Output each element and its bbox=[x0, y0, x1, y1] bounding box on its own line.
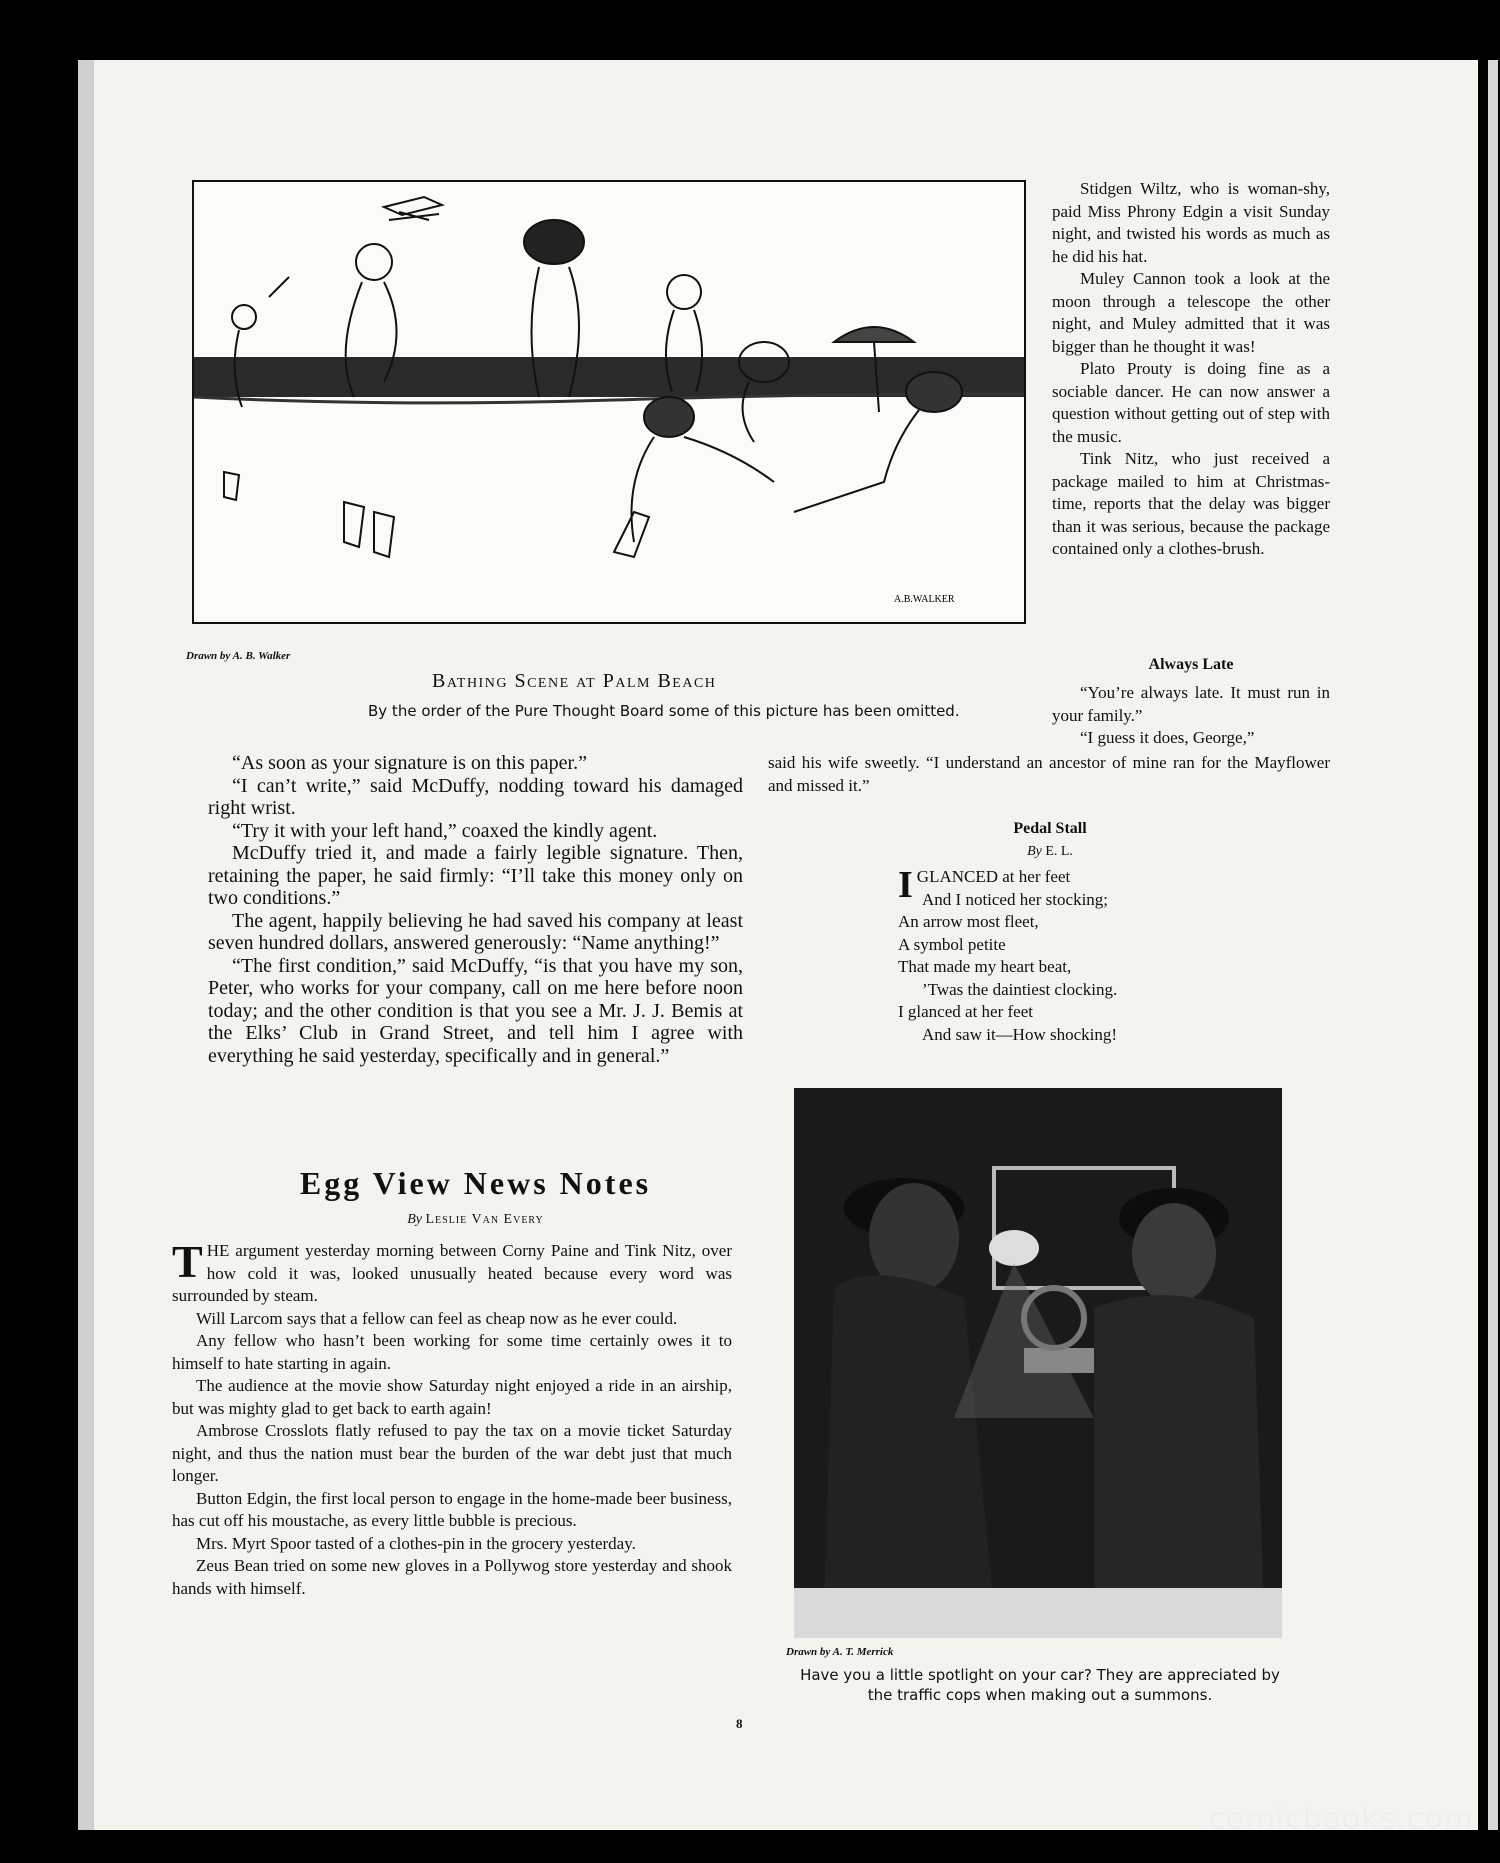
story-paragraph: The agent, happily believing he had saved his company at least seven hundred dollars, answered generously: “Name anything!” bbox=[208, 909, 743, 954]
always-late-p2: “I guess it does, George,” bbox=[1080, 728, 1255, 747]
news-item: Button Edgin, the first local person to engage in the home-made beer business, has cut off his moustache, as every little bubble is precious. bbox=[172, 1488, 732, 1530]
poem-line: GLANCED at her feet bbox=[916, 867, 1071, 886]
artist-signature: A.B.WALKER bbox=[894, 594, 955, 605]
poem-line: And saw it—How shocking! bbox=[922, 1024, 1118, 1044]
news-first-text: HE argument yesterday morning between Corny Paine and Tink Nitz, over how cold it was, looked unusually heated because every word was surrounded by steam. bbox=[172, 1241, 732, 1305]
spotlight-photo bbox=[794, 1088, 1282, 1638]
photo-drawing bbox=[794, 1088, 1282, 1638]
illustration-note: By the order of the Pure Thought Board some of this picture has been omitted. bbox=[368, 702, 960, 720]
story-paragraph: “I can’t write,” said McDuffy, nodding toward his damaged right wrist. bbox=[208, 774, 743, 819]
poem-line: And I noticed her stocking; bbox=[922, 889, 1109, 909]
news-first-item bbox=[172, 1236, 732, 1308]
poem-author: E. L. bbox=[1045, 844, 1073, 859]
bathing-scene-illustration bbox=[192, 180, 1026, 624]
news-item: Any fellow who hasn’t been working for some time certainly owes it to himself to hate starting in again. bbox=[172, 1331, 732, 1373]
always-late-continued bbox=[768, 752, 1330, 797]
right-column-notes bbox=[1052, 178, 1330, 561]
note-paragraph: Muley Cannon took a look at the moon through a telescope the other night, and Muley admitted that it was bigger than he thought it was! bbox=[1052, 269, 1330, 356]
note-paragraph: Tink Nitz, who just received a package mailed to him at Christmas-time, reports that the delay was bigger than it was serious, because the package contained only a clothes-brush. bbox=[1052, 449, 1330, 558]
always-late-p1: “You’re always late. It must run in your family.” bbox=[1052, 683, 1330, 725]
illustration-credit: Drawn by A. B. Walker bbox=[186, 650, 291, 662]
news-dropcap: T bbox=[172, 1236, 203, 1287]
note-paragraph: Plato Prouty is doing fine as a sociable dancer. He can now answer a question without getting out of step with the music. bbox=[1052, 359, 1330, 446]
watermark: comicbooks.com bbox=[1208, 1802, 1474, 1837]
poem-line: An arrow most fleet, bbox=[898, 912, 1039, 931]
news-column bbox=[172, 1236, 732, 1600]
sea-band bbox=[194, 357, 1024, 397]
news-item: The audience at the movie show Saturday night enjoyed a ride in an airship, but was mighty glad to get back to earth again! bbox=[172, 1376, 732, 1418]
poem-line: ’Twas the daintiest clocking. bbox=[922, 979, 1118, 999]
news-byline bbox=[208, 1212, 743, 1228]
page-spine bbox=[78, 60, 94, 1830]
news-item: Will Larcom says that a fellow can feel as cheap now as he ever could. bbox=[196, 1308, 678, 1328]
news-item: Mrs. Myrt Spoor tasted of a clothes-pin in the grocery yesterday. bbox=[196, 1533, 636, 1553]
story-column bbox=[208, 752, 743, 1067]
story-paragraph: “The first condition,” said McDuffy, “is that you have my son, Peter, who works for your company, call on me here before noon today; and the other condition is that you see a Mr. J. J. Bemis at the Elks’ Club in Grand Street, and tell him I agree with everything he said yesterday, specifically and in general.” bbox=[208, 954, 743, 1067]
news-item: Ambrose Crosslots flatly refused to pay the tax on a movie ticket Saturday night, and thus the nation must bear the burden of the war debt just that much longer. bbox=[172, 1421, 732, 1485]
story-paragraph: “Try it with your left hand,” coaxed the kindly agent. bbox=[232, 819, 658, 842]
poem-body bbox=[898, 866, 1258, 1046]
poem-line: That made my heart beat, bbox=[898, 957, 1072, 976]
story-paragraph: “As soon as your signature is on this paper.” bbox=[232, 752, 587, 774]
photo-credit: Drawn by A. T. Merrick bbox=[786, 1646, 894, 1658]
next-page-edge bbox=[1488, 60, 1498, 1830]
illustration-title: Bathing Scene at Palm Beach bbox=[432, 670, 717, 692]
always-late-text bbox=[1052, 682, 1330, 750]
byline-author: Leslie Van Every bbox=[425, 1212, 544, 1227]
always-late-heading: Always Late bbox=[1148, 656, 1234, 673]
poem-title: Pedal Stall bbox=[1013, 820, 1087, 837]
story-paragraph: McDuffy tried it, and made a fairly legible signature. Then, retaining the paper, he said firmly: “I’ll take this money only on two conditions.” bbox=[208, 842, 743, 909]
note-paragraph: Stidgen Wiltz, who is woman-shy, paid Miss Phrony Edgin a visit Sunday night, and twisted his words as much as he did his hat. bbox=[1052, 179, 1330, 266]
poem-by: By bbox=[1027, 844, 1042, 859]
photo-caption: Have you a little spotlight on your car? They are appreciated by the traffic cops when making out a summons. bbox=[800, 1666, 1280, 1704]
poem-line: I glanced at her feet bbox=[898, 1002, 1033, 1021]
news-heading: Egg View News Notes bbox=[299, 1165, 652, 1201]
poem-byline bbox=[960, 844, 1140, 860]
always-late-p3: said his wife sweetly. “I understand an ancestor of mine ran for the Mayflower and missed it.” bbox=[768, 753, 1330, 795]
beach-drawing bbox=[194, 182, 1024, 622]
poem-line: A symbol petite bbox=[898, 934, 1006, 954]
page-number: 8 bbox=[736, 1716, 743, 1731]
byline-prefix: By bbox=[407, 1212, 422, 1227]
poem-dropcap: I bbox=[898, 864, 913, 906]
news-item: Zeus Bean tried on some new gloves in a Pollywog store yesterday and shook hands with himself. bbox=[172, 1556, 732, 1598]
